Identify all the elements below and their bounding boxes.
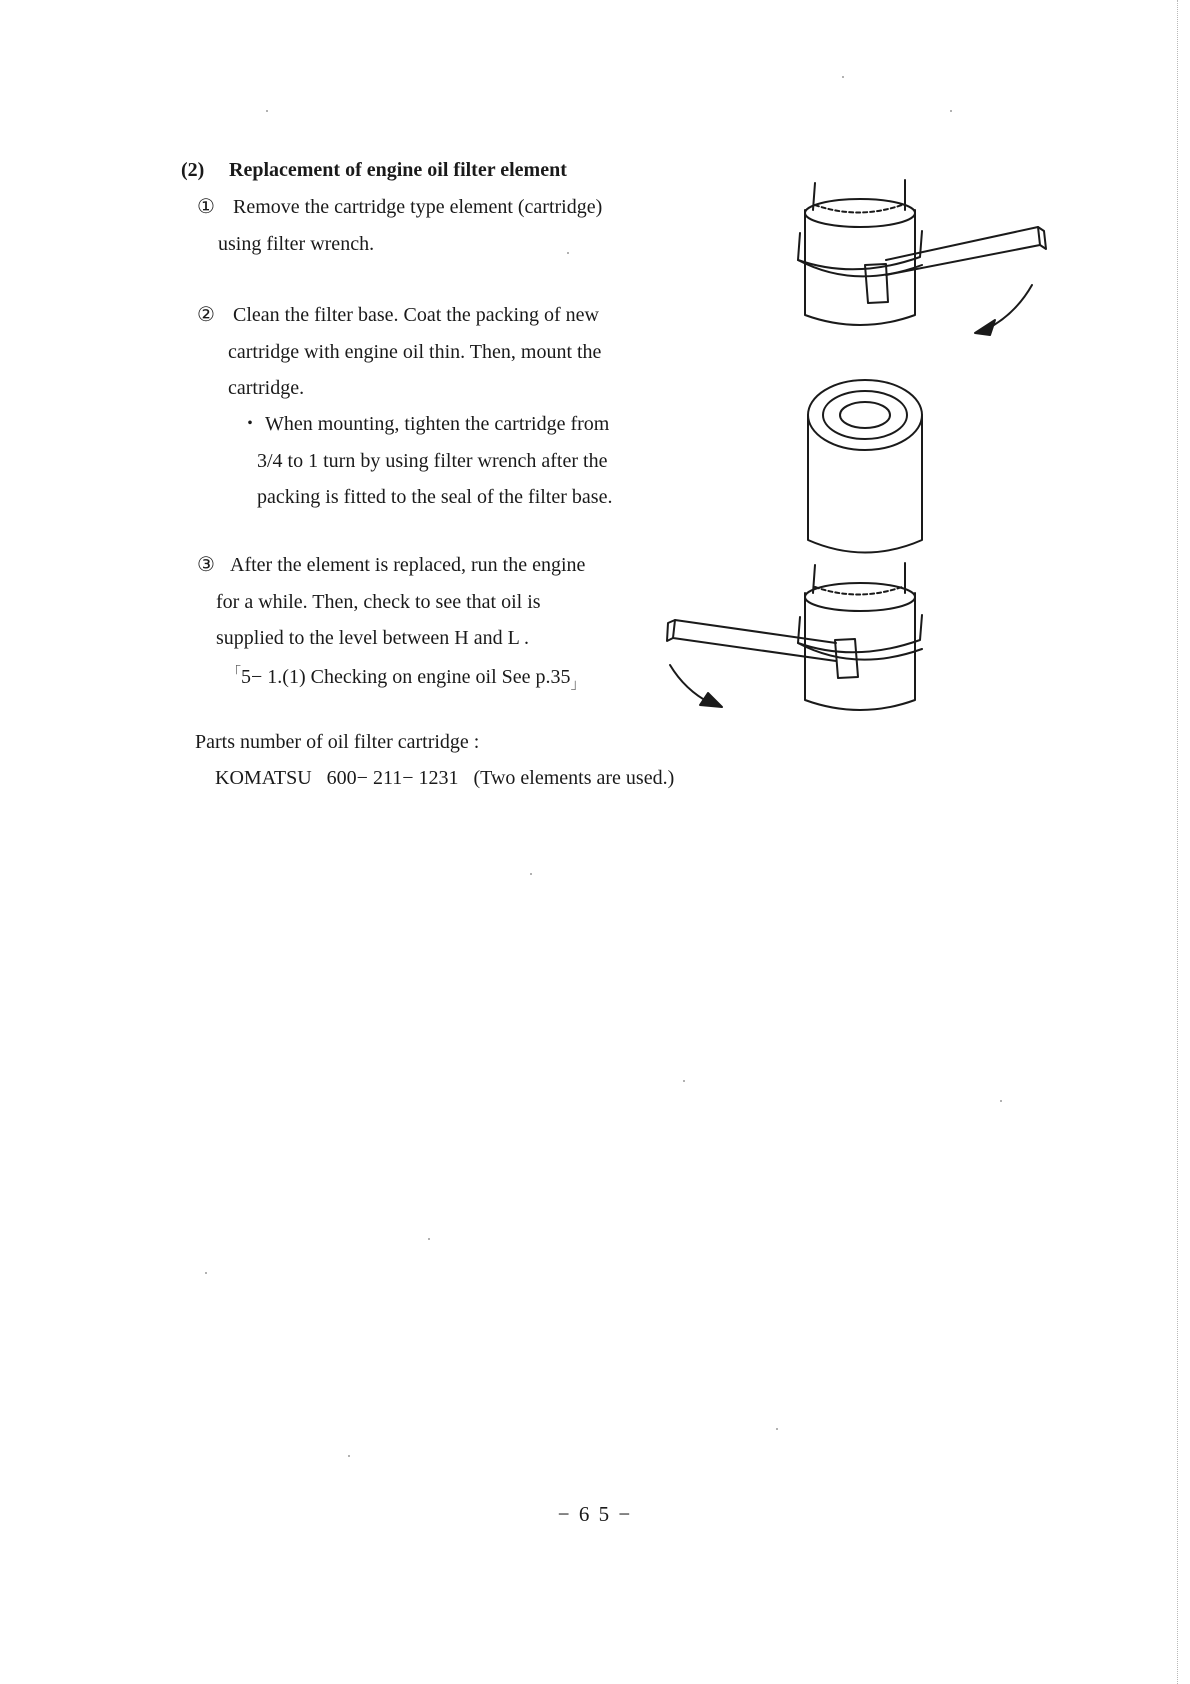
scan-speck <box>428 1238 430 1240</box>
scan-speck <box>950 110 952 112</box>
parts-line: KOMATSU 600− 211− 1231 (Two elements are used.) <box>215 767 675 789</box>
filter-wrench-tighten-icon <box>667 563 922 710</box>
reference-close-bracket: 」 <box>570 678 585 693</box>
step-3-marker: ③ <box>197 554 215 576</box>
scan-speck <box>205 1272 207 1274</box>
step-3-line-2: for a while. Then, check to see that oil is <box>216 591 541 613</box>
scan-edge-line <box>1177 0 1178 1684</box>
step-3-reference[interactable] <box>227 662 585 698</box>
step-2-note-line-3: packing is fitted to the seal of the filter base. <box>257 486 613 508</box>
step-2-marker: ② <box>197 304 215 326</box>
reference-open-bracket: 「 <box>227 666 241 681</box>
parts-label: Parts number of oil filter cartridge : <box>195 731 480 753</box>
step-2-note-line-2: 3/4 to 1 turn by using filter wrench after the <box>257 450 608 472</box>
scan-speck <box>776 1428 778 1430</box>
filter-wrench-removal-icon <box>798 180 1046 335</box>
oil-filter-figure <box>640 165 1050 755</box>
step-2-line-2: cartridge with engine oil thin. Then, mount the <box>228 341 602 363</box>
scan-speck <box>683 1080 685 1082</box>
scan-speck <box>266 110 268 112</box>
step-2-note-bullet: ・ <box>240 413 260 435</box>
step-1-line-2: using filter wrench. <box>218 233 375 255</box>
step-1-line-1: Remove the cartridge type element (cartridge) <box>233 196 603 218</box>
step-1-marker: ① <box>197 196 215 218</box>
step-2-line-3: cartridge. <box>228 377 305 399</box>
step-3-line-1: After the element is replaced, run the engine <box>230 554 586 576</box>
step-2-note-line-1: When mounting, tighten the cartridge from <box>265 413 610 435</box>
scan-speck <box>1000 1100 1002 1102</box>
scan-speck <box>348 1455 350 1457</box>
reference-text: 5− 1.(1) Checking on engine oil See p.35 <box>241 666 571 688</box>
page-number: − 6 5 − <box>557 1502 633 1526</box>
section-number: (2) <box>181 159 205 181</box>
step-2-line-1: Clean the filter base. Coat the packing of new <box>233 304 599 326</box>
filter-cartridge-icon <box>808 380 922 553</box>
scan-speck <box>842 76 844 78</box>
section-title: Replacement of engine oil filter element <box>229 159 567 181</box>
scan-speck <box>567 252 569 254</box>
step-3-line-3: supplied to the level between H and L . <box>216 627 530 649</box>
scan-speck <box>530 873 532 875</box>
